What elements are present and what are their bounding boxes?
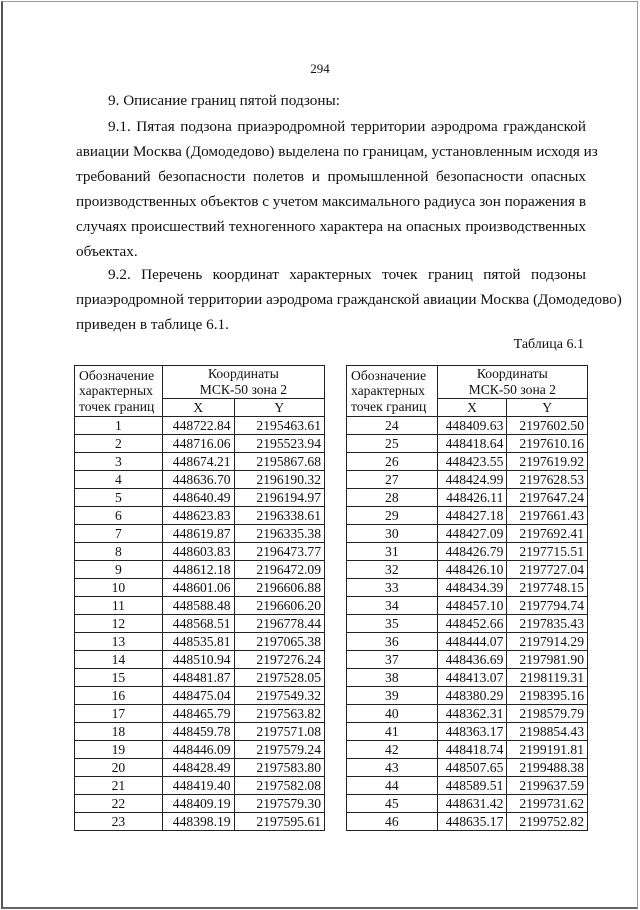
table-row <box>347 543 588 561</box>
table-row <box>75 507 325 525</box>
y-coordinate-cell: 2197981.90 <box>507 651 588 669</box>
x-coordinate-cell: 448413.07 <box>437 669 507 687</box>
table-row <box>75 777 325 795</box>
header-x: X <box>162 399 234 417</box>
table-row <box>75 615 325 633</box>
x-coordinate-cell: 448418.64 <box>437 435 507 453</box>
x-coordinate-cell: 448426.79 <box>437 543 507 561</box>
point-number-cell: 10 <box>75 579 163 597</box>
point-number-cell: 15 <box>75 669 163 687</box>
table-row <box>75 435 325 453</box>
y-coordinate-cell: 2197914.29 <box>507 633 588 651</box>
table-row <box>75 795 325 813</box>
x-coordinate-cell: 448436.69 <box>437 651 507 669</box>
y-coordinate-cell: 2197794.74 <box>507 597 588 615</box>
header-coordinates: Координаты МСК-50 зона 2 <box>162 366 324 399</box>
table-row <box>75 633 325 651</box>
table-row <box>347 759 588 777</box>
y-coordinate-cell: 2199731.62 <box>507 795 588 813</box>
x-coordinate-cell: 448424.99 <box>437 471 507 489</box>
paragraph-9-1-line: авиации Москва (Домодедово) выделена по границам, установленным исходя из <box>76 143 598 160</box>
y-coordinate-cell: 2198395.16 <box>507 687 588 705</box>
table-row <box>75 741 325 759</box>
x-coordinate-cell: 448459.78 <box>162 723 234 741</box>
x-coordinate-cell: 448475.04 <box>162 687 234 705</box>
x-coordinate-cell: 448603.83 <box>162 543 234 561</box>
table-row <box>75 597 325 615</box>
point-number-cell: 19 <box>75 741 163 759</box>
y-coordinate-cell: 2196194.97 <box>234 489 324 507</box>
y-coordinate-cell: 2199191.81 <box>507 741 588 759</box>
point-number-cell: 41 <box>347 723 438 741</box>
table-row <box>347 435 588 453</box>
x-coordinate-cell: 448428.49 <box>162 759 234 777</box>
table-row <box>75 705 325 723</box>
point-number-cell: 12 <box>75 615 163 633</box>
table-row <box>347 597 588 615</box>
y-coordinate-cell: 2199488.38 <box>507 759 588 777</box>
x-coordinate-cell: 448635.17 <box>437 813 507 831</box>
table-row <box>75 489 325 507</box>
x-coordinate-cell: 448640.49 <box>162 489 234 507</box>
y-coordinate-cell: 2195867.68 <box>234 453 324 471</box>
x-coordinate-cell: 448362.31 <box>437 705 507 723</box>
y-coordinate-cell: 2197595.61 <box>234 813 324 831</box>
point-number-cell: 18 <box>75 723 163 741</box>
table-row <box>75 723 325 741</box>
x-coordinate-cell: 448426.11 <box>437 489 507 507</box>
point-number-cell: 31 <box>347 543 438 561</box>
table-row <box>347 561 588 579</box>
y-coordinate-cell: 2197661.43 <box>507 507 588 525</box>
y-coordinate-cell: 2197582.08 <box>234 777 324 795</box>
paragraph-9-1-line: объектах. <box>76 243 138 260</box>
point-number-cell: 45 <box>347 795 438 813</box>
point-number-cell: 42 <box>347 741 438 759</box>
table-row <box>347 507 588 525</box>
x-coordinate-cell: 448363.17 <box>437 723 507 741</box>
point-number-cell: 4 <box>75 471 163 489</box>
table-row <box>75 561 325 579</box>
y-coordinate-cell: 2197276.24 <box>234 651 324 669</box>
point-number-cell: 9 <box>75 561 163 579</box>
y-coordinate-cell: 2196606.20 <box>234 597 324 615</box>
paragraph-9-1-line: производственных объектов с учетом максимального радиуса зон поражения в <box>76 193 586 210</box>
table-caption: Таблица 6.1 <box>513 337 584 352</box>
y-coordinate-cell: 2196606.88 <box>234 579 324 597</box>
x-coordinate-cell: 448418.74 <box>437 741 507 759</box>
x-coordinate-cell: 448398.19 <box>162 813 234 831</box>
y-coordinate-cell: 2197647.24 <box>507 489 588 507</box>
y-coordinate-cell: 2196190.32 <box>234 471 324 489</box>
table-row <box>75 651 325 669</box>
y-coordinate-cell: 2197748.15 <box>507 579 588 597</box>
x-coordinate-cell: 448446.09 <box>162 741 234 759</box>
x-coordinate-cell: 448674.21 <box>162 453 234 471</box>
y-coordinate-cell: 2197528.05 <box>234 669 324 687</box>
paragraph-9-1-line: случаях происшествий техногенного характера на опасных производственных <box>76 218 586 235</box>
y-coordinate-cell: 2197835.43 <box>507 615 588 633</box>
table-row <box>347 651 588 669</box>
x-coordinate-cell: 448631.42 <box>437 795 507 813</box>
point-number-cell: 23 <box>75 813 163 831</box>
point-number-cell: 39 <box>347 687 438 705</box>
table-row <box>75 669 325 687</box>
point-number-cell: 34 <box>347 597 438 615</box>
paragraph-9-2-line: 9.2. Перечень координат характерных точек границ пятой подзоны <box>108 266 586 283</box>
x-coordinate-cell: 448427.09 <box>437 525 507 543</box>
point-number-cell: 14 <box>75 651 163 669</box>
x-coordinate-cell: 448510.94 <box>162 651 234 669</box>
point-number-cell: 17 <box>75 705 163 723</box>
table-row <box>75 453 325 471</box>
table-row <box>347 705 588 723</box>
point-number-cell: 40 <box>347 705 438 723</box>
y-coordinate-cell: 2196473.77 <box>234 543 324 561</box>
table-row <box>347 795 588 813</box>
x-coordinate-cell: 448423.55 <box>437 453 507 471</box>
point-number-cell: 13 <box>75 633 163 651</box>
point-number-cell: 24 <box>347 417 438 435</box>
paragraph-9-2-line: приаэродромной территории аэродрома гражданской авиации Москва (Домодедово) <box>76 291 622 308</box>
x-coordinate-cell: 448481.87 <box>162 669 234 687</box>
x-coordinate-cell: 448636.70 <box>162 471 234 489</box>
point-number-cell: 27 <box>347 471 438 489</box>
header-y: Y <box>234 399 324 417</box>
point-number-cell: 6 <box>75 507 163 525</box>
table-row <box>347 417 588 435</box>
point-number-cell: 2 <box>75 435 163 453</box>
x-coordinate-cell: 448444.07 <box>437 633 507 651</box>
y-coordinate-cell: 2196338.61 <box>234 507 324 525</box>
point-number-cell: 37 <box>347 651 438 669</box>
x-coordinate-cell: 448588.48 <box>162 597 234 615</box>
table-row <box>347 741 588 759</box>
y-coordinate-cell: 2198119.31 <box>507 669 588 687</box>
x-coordinate-cell: 448419.40 <box>162 777 234 795</box>
x-coordinate-cell: 448427.18 <box>437 507 507 525</box>
table-row <box>347 777 588 795</box>
paragraph-9-2-line: приведен в таблице 6.1. <box>76 316 229 333</box>
x-coordinate-cell: 448535.81 <box>162 633 234 651</box>
point-number-cell: 11 <box>75 597 163 615</box>
point-number-cell: 38 <box>347 669 438 687</box>
x-coordinate-cell: 448426.10 <box>437 561 507 579</box>
x-coordinate-cell: 448619.87 <box>162 525 234 543</box>
x-coordinate-cell: 448507.65 <box>437 759 507 777</box>
x-coordinate-cell: 448716.06 <box>162 435 234 453</box>
table-row <box>75 759 325 777</box>
header-y: Y <box>507 399 588 417</box>
x-coordinate-cell: 448612.18 <box>162 561 234 579</box>
y-coordinate-cell: 2197619.92 <box>507 453 588 471</box>
paragraph-9-1-line: требований безопасности полетов и промышленной безопасности опасных <box>76 168 586 185</box>
table-row <box>347 615 588 633</box>
y-coordinate-cell: 2195523.94 <box>234 435 324 453</box>
x-coordinate-cell: 448452.66 <box>437 615 507 633</box>
x-coordinate-cell: 448601.06 <box>162 579 234 597</box>
x-coordinate-cell: 448623.83 <box>162 507 234 525</box>
table-row <box>75 687 325 705</box>
table-row <box>75 579 325 597</box>
table-row <box>347 723 588 741</box>
point-number-cell: 5 <box>75 489 163 507</box>
point-number-cell: 25 <box>347 435 438 453</box>
point-number-cell: 3 <box>75 453 163 471</box>
table-row <box>75 471 325 489</box>
table-row <box>347 579 588 597</box>
point-number-cell: 20 <box>75 759 163 777</box>
y-coordinate-cell: 2197602.50 <box>507 417 588 435</box>
table-row <box>347 525 588 543</box>
point-number-cell: 28 <box>347 489 438 507</box>
point-number-cell: 36 <box>347 633 438 651</box>
x-coordinate-cell: 448409.19 <box>162 795 234 813</box>
paragraph-9-1-line: 9.1. Пятая подзона приаэродромной территории аэродрома гражданской <box>108 118 586 135</box>
y-coordinate-cell: 2198854.43 <box>507 723 588 741</box>
point-number-cell: 16 <box>75 687 163 705</box>
point-number-cell: 43 <box>347 759 438 777</box>
x-coordinate-cell: 448722.84 <box>162 417 234 435</box>
table-row <box>347 687 588 705</box>
y-coordinate-cell: 2197549.32 <box>234 687 324 705</box>
x-coordinate-cell: 448589.51 <box>437 777 507 795</box>
table-row <box>347 813 588 831</box>
table-row <box>75 417 325 435</box>
y-coordinate-cell: 2199752.82 <box>507 813 588 831</box>
table-row <box>347 471 588 489</box>
point-number-cell: 7 <box>75 525 163 543</box>
point-number-cell: 8 <box>75 543 163 561</box>
table-row <box>347 633 588 651</box>
y-coordinate-cell: 2197065.38 <box>234 633 324 651</box>
y-coordinate-cell: 2197563.82 <box>234 705 324 723</box>
y-coordinate-cell: 2196335.38 <box>234 525 324 543</box>
point-number-cell: 46 <box>347 813 438 831</box>
x-coordinate-cell: 448457.10 <box>437 597 507 615</box>
point-number-cell: 21 <box>75 777 163 795</box>
x-coordinate-cell: 448409.63 <box>437 417 507 435</box>
y-coordinate-cell: 2196472.09 <box>234 561 324 579</box>
y-coordinate-cell: 2199637.59 <box>507 777 588 795</box>
point-number-cell: 33 <box>347 579 438 597</box>
table-row <box>75 543 325 561</box>
header-x: X <box>437 399 507 417</box>
y-coordinate-cell: 2197610.16 <box>507 435 588 453</box>
y-coordinate-cell: 2197715.51 <box>507 543 588 561</box>
header-coordinates: Координаты МСК-50 зона 2 <box>437 366 587 399</box>
section-title: 9. Описание границ пятой подзоны: <box>108 92 340 109</box>
x-coordinate-cell: 448465.79 <box>162 705 234 723</box>
y-coordinate-cell: 2197571.08 <box>234 723 324 741</box>
table-row <box>347 489 588 507</box>
y-coordinate-cell: 2197583.80 <box>234 759 324 777</box>
coordinates-table-left <box>74 365 325 831</box>
point-number-cell: 1 <box>75 417 163 435</box>
point-number-cell: 29 <box>347 507 438 525</box>
table-row <box>75 525 325 543</box>
y-coordinate-cell: 2197727.04 <box>507 561 588 579</box>
point-number-cell: 26 <box>347 453 438 471</box>
point-number-cell: 30 <box>347 525 438 543</box>
point-number-cell: 22 <box>75 795 163 813</box>
x-coordinate-cell: 448434.39 <box>437 579 507 597</box>
y-coordinate-cell: 2197579.24 <box>234 741 324 759</box>
y-coordinate-cell: 2196778.44 <box>234 615 324 633</box>
table-row <box>347 669 588 687</box>
y-coordinate-cell: 2197692.41 <box>507 525 588 543</box>
table-row <box>75 813 325 831</box>
point-number-cell: 32 <box>347 561 438 579</box>
y-coordinate-cell: 2197628.53 <box>507 471 588 489</box>
x-coordinate-cell: 448380.29 <box>437 687 507 705</box>
coordinates-table-right <box>346 365 588 831</box>
y-coordinate-cell: 2195463.61 <box>234 417 324 435</box>
table-row <box>347 453 588 471</box>
header-point-label: Обозначение характерных точек границ <box>75 366 163 417</box>
y-coordinate-cell: 2197579.30 <box>234 795 324 813</box>
y-coordinate-cell: 2198579.79 <box>507 705 588 723</box>
page-number: 294 <box>310 61 330 76</box>
header-point-label: Обозначение характерных точек границ <box>347 366 438 417</box>
point-number-cell: 44 <box>347 777 438 795</box>
x-coordinate-cell: 448568.51 <box>162 615 234 633</box>
point-number-cell: 35 <box>347 615 438 633</box>
